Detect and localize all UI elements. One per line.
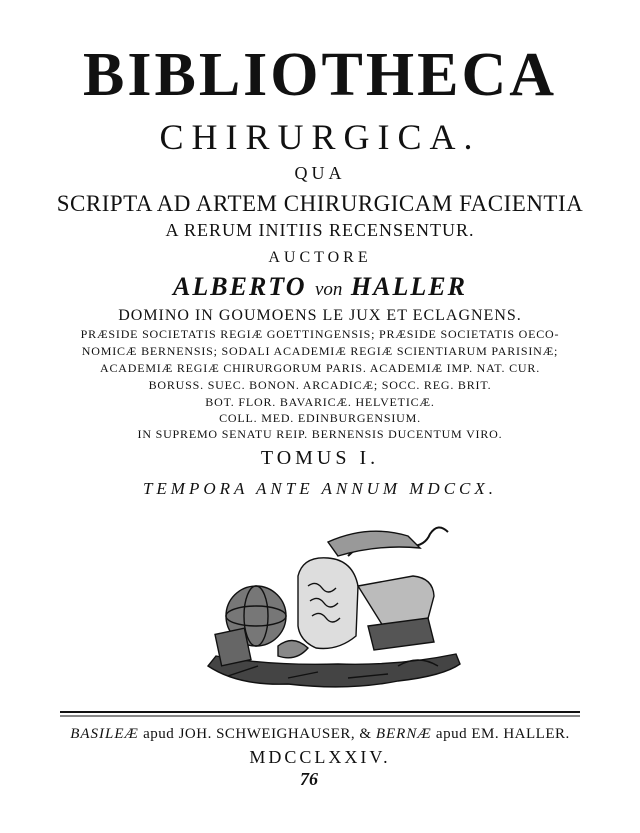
author-title-line: ACADEMIÆ REGIÆ CHIRURGORUM PARIS. ACADEMIÆ IMP. NAT. CUR. xyxy=(100,361,540,375)
author-title-line: BORUSS. SUEC. BONON. ARCADICÆ; SOCC. REG. BRIT. xyxy=(148,378,492,392)
imprint-printer-basel: JOH. SCHWEIGHAUSER, xyxy=(178,726,356,742)
imprint-ampersand: & xyxy=(359,726,372,742)
imprint-place-bern: BERNÆ xyxy=(375,726,432,742)
book-subtitle: CHIRURGICA. xyxy=(159,117,481,157)
imprint-printer-bern: EM. HALLER. xyxy=(471,726,570,742)
description-line-1: SCRIPTA AD ARTEM CHIRURGICAM FACIENTIA xyxy=(56,191,584,216)
qua-line: QUA xyxy=(294,163,346,183)
publication-year: MDCCLXXIV. xyxy=(249,747,391,767)
engraved-vignette xyxy=(198,516,468,696)
imprint-apud: apud xyxy=(435,726,468,742)
author-last-name: HALLER xyxy=(350,272,467,301)
volume-label: TOMUS I. xyxy=(260,447,380,469)
author-name xyxy=(0,272,640,305)
author-title-line: BOT. FLOR. BAVARICÆ. HELVETICÆ. xyxy=(205,395,435,409)
handwritten-note: 76 xyxy=(300,769,318,789)
auctore-line: AUCTORE xyxy=(268,249,372,266)
author-first-name: ALBERTO xyxy=(173,272,307,301)
imprint-apud: apud xyxy=(143,726,175,742)
period-line: TEMPORA ANTE ANNUM MDCCX. xyxy=(142,479,498,498)
book-title: BIBLIOTHECA xyxy=(82,41,558,109)
author-title-line: COLL. MED. EDINBURGENSIUM. xyxy=(219,411,421,425)
ornamental-rule xyxy=(60,710,580,718)
author-title-line: IN SUPREMO SENATU REIP. BERNENSIS DUCENTUM VIRO. xyxy=(137,427,503,441)
author-title-line: PRÆSIDE SOCIETATIS REGIÆ GOETTINGENSIS; PRÆSIDE SOCIETATIS OECO- xyxy=(80,327,560,341)
author-title-line: DOMINO IN GOUMOENS LE JUX ET ECLAGNENS. xyxy=(118,307,522,324)
description-line-2: A RERUM INITIIS RECENSENTUR. xyxy=(165,220,475,240)
author-von: von xyxy=(314,279,343,300)
imprint-place-basel: BASILEÆ xyxy=(70,726,139,742)
author-title-line: NOMICÆ BERNENSIS; SODALI ACADEMIÆ REGIÆ SCIENTIARUM PARISINÆ; xyxy=(81,344,559,358)
imprint-line xyxy=(0,724,640,744)
